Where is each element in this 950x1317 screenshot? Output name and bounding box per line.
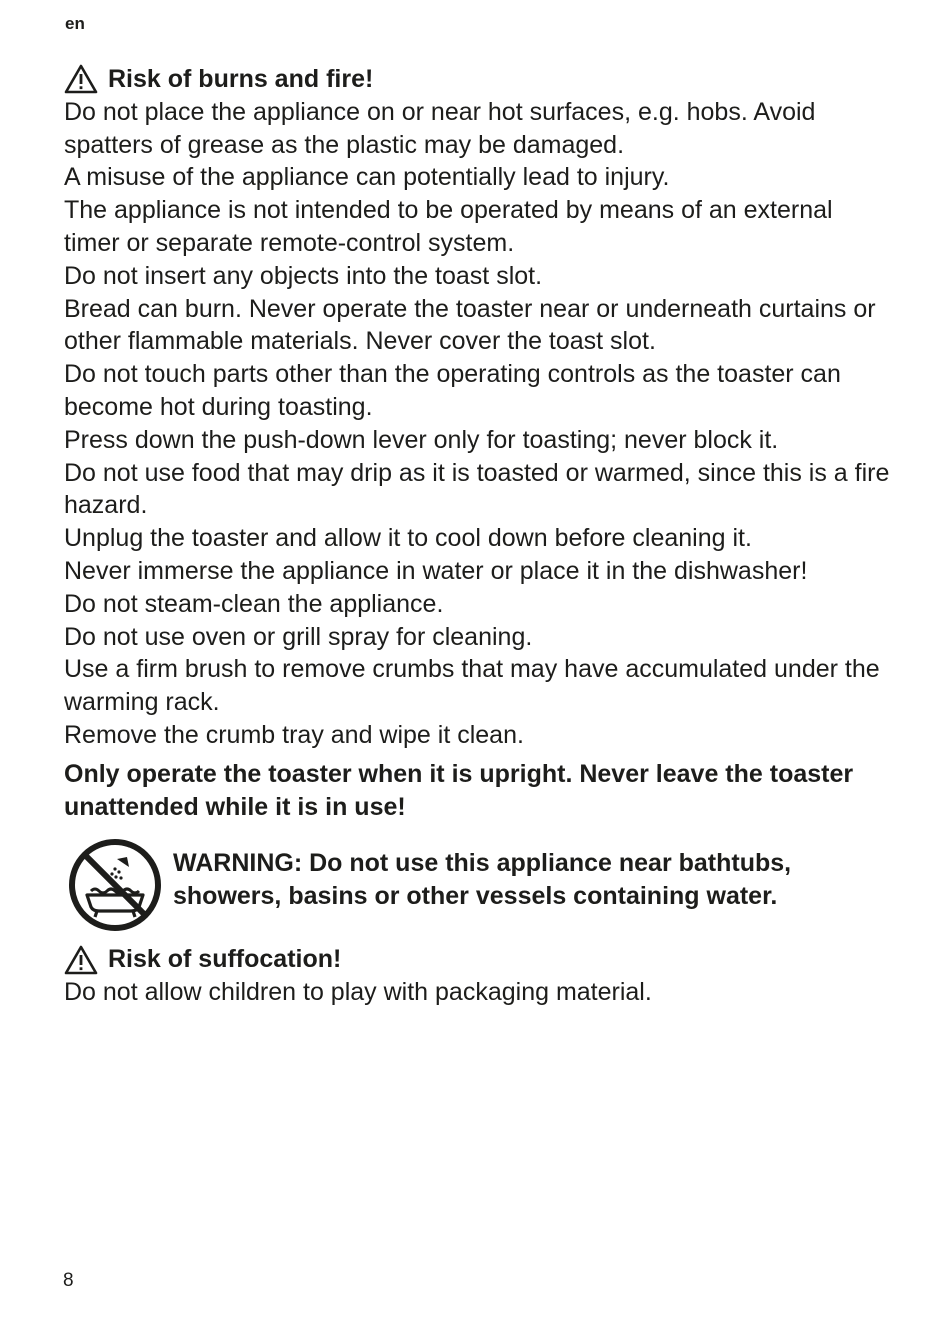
suffocation-paragraph: Do not allow children to play with packaging material. [64,978,652,1007]
burns-paragraph: Bread can burn. Never operate the toaster near or underneath curtains or other flammable materials. Never cover the toast slot. [64,294,876,356]
burns-paragraph: Never immerse the appliance in water or place it in the dishwasher! [64,556,808,585]
burns-paragraph: A misuse of the appliance can potentially lead to injury. [64,163,670,192]
burns-title: Risk of burns and fire! [108,65,374,93]
burns-paragraph: Do not use food that may drip as it is toasted or warmed, since this is a fire hazard. [64,458,890,520]
burns-paragraph: Press down the push-down lever only for toasting; never block it. [64,425,779,454]
warning-triangle-icon [64,945,98,975]
water-warning [64,837,894,933]
suffocation-heading [64,943,894,976]
burns-paragraph: Use a firm brush to remove crumbs that may have accumulated under the warming rack. [64,655,880,717]
burns-paragraph-list [64,96,894,752]
burns-paragraph: The appliance is not intended to be operated by means of an external timer or separate remote-control system. [64,196,833,257]
burns-paragraph: Remove the crumb tray and wipe it clean. [64,720,524,749]
burns-paragraph: Do not use oven or grill spray for cleaning. [64,622,533,651]
page-number: 8 [63,1270,74,1291]
warning-triangle-icon [64,64,98,94]
no-bathtub-shower-icon [67,837,163,933]
water-warning-text: WARNING: Do not use this appliance near bathtubs, showers, basins or other vessels containing water. [173,849,792,911]
safety-content [64,63,894,1009]
burns-heading [64,63,894,96]
burns-paragraph: Do not insert any objects into the toast slot. [64,261,543,290]
burns-paragraph: Do not touch parts other than the operating controls as the toaster can become hot during toasting. [64,360,841,421]
burns-paragraph: Do not place the appliance on or near hot surfaces, e.g. hobs. Avoid spatters of grease as the plastic may be damaged. [64,97,816,159]
burns-paragraph: Do not steam-clean the appliance. [64,589,444,618]
language-code: en [65,14,85,33]
upright-unattended-note: Only operate the toaster when it is upright. Never leave the toaster unattended while it is in use! [64,759,854,821]
suffocation-title: Risk of suffocation! [108,945,342,974]
burns-paragraph: Unplug the toaster and allow it to cool down before cleaning it. [64,524,752,553]
